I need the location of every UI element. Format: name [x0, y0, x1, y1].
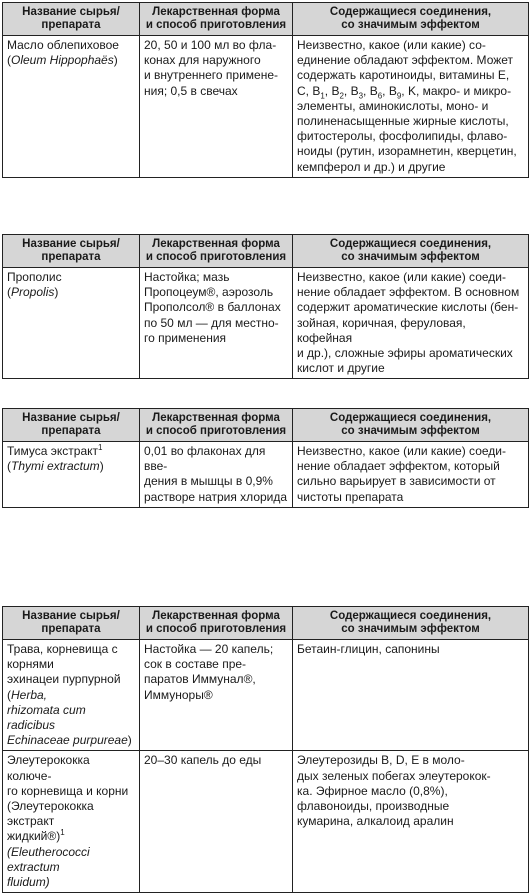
cell-name: Масло облепиховое (Oleum Hippophaës) — [3, 36, 140, 178]
header-compounds: Содержащиеся соединения, со значимым эффектом — [293, 607, 529, 640]
header-name: Название сырья/ препарата — [3, 235, 140, 268]
header-form: Лекарственная форма и способ приготовления — [140, 3, 293, 36]
header-name: Название сырья/ препарата — [3, 3, 140, 36]
name-ru: Прополис — [7, 270, 62, 284]
name-ru: Тимуса экстракт — [7, 444, 98, 458]
table-sea-buckthorn-oil — [2, 2, 529, 178]
sub-9: 9 — [396, 91, 402, 100]
compounds-text-b: , K, макро- и микро- элементы, аминокислоты, моно- и полиненасыщенные жирные кислоты, фитостеролы, фосфолипиды, флаво- ноиды (рутин, изорамнетин, кверцетин, кемпферол и др.) и другие — [297, 83, 517, 174]
cell-name — [3, 751, 140, 893]
name-latin: Oleum Hippophaës — [11, 53, 114, 68]
cell-compounds: Бетаин-глицин, сапонины — [293, 640, 529, 751]
header-form: Лекарственная форма и способ приготовления — [140, 607, 293, 640]
cell-name: Прополис (Propolis) — [3, 268, 140, 379]
cell-form: Настойка; мазь Пропоцеум®, аэрозоль Прополсол® в баллонах по 50 мл — для местно- го применения — [140, 268, 293, 379]
table-row — [3, 751, 529, 893]
header-compounds: Содержащиеся соединения, со значимым эффектом — [293, 235, 529, 268]
table-echinacea-eleutherococcus — [2, 606, 529, 893]
table-header-row — [3, 235, 529, 268]
header-name: Название сырья/ препарата — [3, 607, 140, 640]
header-form: Лекарственная форма и способ приготовления — [140, 409, 293, 442]
table-row — [3, 442, 529, 508]
name-latin: (Eleutherococci extractum fluidum) — [7, 844, 90, 890]
cell-compounds: Неизвестно, какое (или какие) со- единение обладают эффектом. Может содержать каротиноиды, витамины E, C, $B_1$, $B_2$, $B_3$, $B_6$, $B_9$, K, макро- и микро- элементы, аминокислоты, моно- и полиненасыщенные жирные кислоты, фитостеролы, фосфолипиды, флаво- ноиды (рутин, изорамнетин, кверцетин, кемпферол и др.) и другие — [293, 36, 529, 178]
cell-form: 20, 50 и 100 мл во фла- конах для наружного и внутреннего примене- ния; 0,5 в свечах — [140, 36, 293, 178]
table-thymus-extract — [2, 408, 529, 508]
cell-name — [3, 640, 140, 751]
cell-compounds: Неизвестно, какое (или какие) соеди- нение обладает эффектом, который сильно варьирует в зависимости от чистоты препарата — [293, 442, 529, 508]
table-header-row — [3, 409, 529, 442]
cell-form: 0,01 во флаконах для вве- дения в мышцы в 0,9% растворе натрия хлорида — [140, 442, 293, 508]
sub-2: 2 — [339, 91, 344, 100]
compounds-text-a: Неизвестно, какое (или какие) со- единение обладают эффектом. Может содержать каротиноиды, витамины E, C, B — [297, 38, 514, 98]
name-latin: Thymi extractum — [11, 459, 100, 474]
table-row — [3, 268, 529, 379]
footnote-mark: 1 — [60, 828, 65, 838]
cell-name: Тимуса экстракт$^1$ (Thymi extractum) — [3, 442, 140, 508]
header-name: Название сырья/ препарата — [3, 409, 140, 442]
cell-form: Настойка — 20 капель; сок в составе пре- паратов Иммунал®, Иммуноры® — [140, 640, 293, 751]
header-compounds: Содержащиеся соединения, со значимым эффектом — [293, 3, 529, 36]
table-header-row — [3, 3, 529, 36]
table-row — [3, 640, 529, 751]
cell-compounds: Неизвестно, какое (или какие) соеди- нение обладает эффектом. В основном содержит ароматические кислоты (бен- зойная, коричная, феруловая, кофейная и др.), сложные эфиры ароматических кислот и другие — [293, 268, 529, 379]
name-latin: Propolis — [11, 285, 55, 300]
sub-3: 3 — [358, 91, 364, 100]
name-ru: Масло облепиховое — [7, 38, 119, 52]
cell-form: 20–30 капель до еды — [140, 751, 293, 893]
header-compounds: Содержащиеся соединения, со значимым эффектом — [293, 409, 529, 442]
sub-6: 6 — [377, 91, 383, 100]
name-latin: Herba, rhizomata cum radicibus Echinaceae purpureae — [7, 687, 128, 748]
cell-compounds: Элеутерозиды B, D, E в моло- дых зеленых побегах элеутерокок- ка. Эфирное масло (0,8%), флавоноиды, производные кумарина, алкалоид аралин — [293, 751, 529, 893]
name-end: ) — [127, 733, 132, 748]
table-propolis — [2, 234, 529, 379]
sub-1: 1 — [320, 91, 325, 100]
header-form: Лекарственная форма и способ приготовления — [140, 235, 293, 268]
footnote-mark: 1 — [98, 443, 103, 452]
table-row — [3, 36, 529, 178]
name-ru: Трава, корневища с корнями эхинацеи пурпурной ( — [7, 642, 121, 702]
name-ru: Элеутерококка колюче- го корневища и корни (Элеутерококка экстракт жидкий®) — [7, 753, 129, 844]
table-header-row — [3, 607, 529, 640]
